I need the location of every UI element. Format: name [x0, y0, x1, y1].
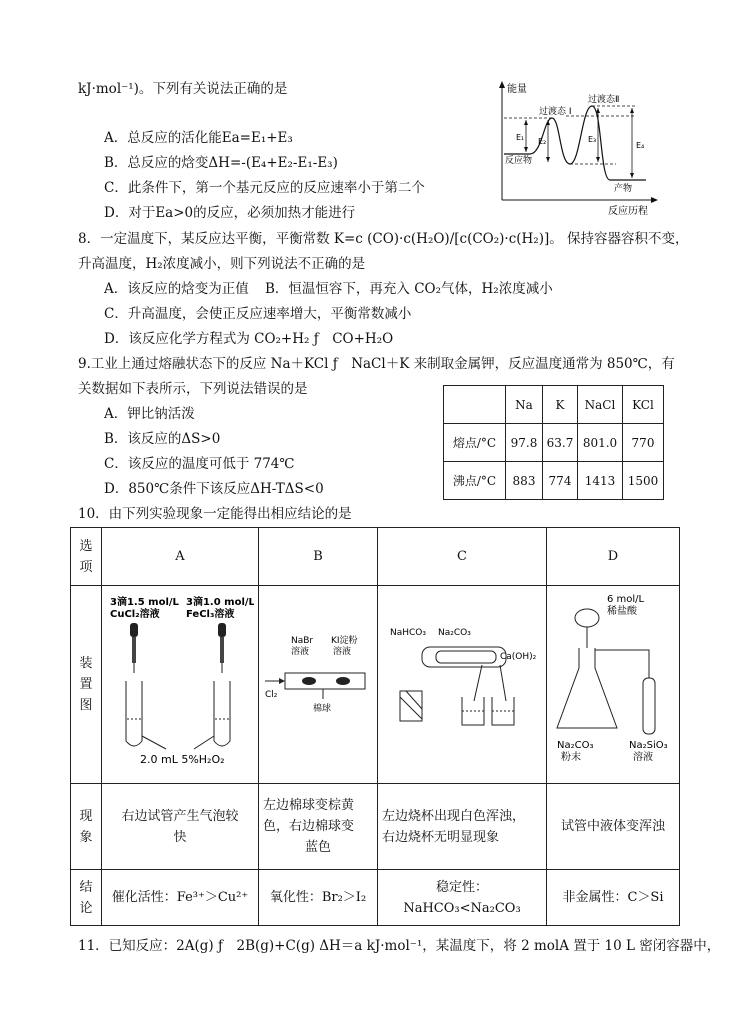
- q8-stem-line1: 8．一定温度下，某反应达平衡，平衡常数 K=c (CO)·c(H₂O)/[c(CO₂)·c(H₂)]。 保持容器容积不变，: [78, 231, 689, 247]
- q9-stem-line2: 关数据如下表所示，下列说法错误的是: [78, 381, 308, 397]
- table-cell: NaCl: [578, 386, 623, 424]
- table-cell: 沸点/°C: [444, 462, 506, 500]
- apparatus-d: [547, 586, 680, 784]
- phenomenon-b: 左边棉球变棕黄 色，右边棉球变 蓝色: [259, 784, 378, 870]
- svg-text:KI淀粉: KI淀粉: [331, 636, 358, 646]
- table-cell: KCl: [623, 386, 664, 424]
- q10-stem: 10．由下列实验现象一定能得出相应结论的是: [78, 506, 352, 522]
- q8-stem-line2: 升高温度，H₂浓度减小，则下列说法不正确的是: [78, 256, 366, 272]
- col-d-header: D: [547, 528, 680, 586]
- table-row: [71, 784, 680, 870]
- conclusion-a: 催化活性：Fe³⁺＞Cu²⁺: [102, 870, 259, 926]
- svg-text:Ca(OH)₂: Ca(OH)₂: [500, 652, 537, 662]
- q10-experiment-table: [70, 527, 680, 926]
- table-cell: 熔点/°C: [444, 424, 506, 462]
- q7-option-a: A．总反应的活化能Ea=E₁+E₃: [104, 130, 293, 146]
- table-row: [444, 462, 664, 500]
- col-a-header: A: [102, 528, 259, 586]
- x-axis-label: 反应历程: [608, 206, 648, 217]
- apparatus-b: [259, 586, 378, 784]
- svg-text:FeCl₃溶液: FeCl₃溶液: [186, 609, 235, 620]
- svg-text:溶液: 溶液: [333, 647, 352, 657]
- svg-text:CuCl₂溶液: CuCl₂溶液: [110, 609, 160, 620]
- table-cell: [444, 386, 506, 424]
- apparatus-d-figure: [551, 588, 675, 774]
- q9-stem-line1: 9.工业上通过熔融状态下的反应 Na＋KCl ƒ NaCl＋K 来制取金属钾，反应温度通常为 850℃，有: [78, 356, 675, 372]
- table-cell: 883: [506, 462, 543, 500]
- q9-option-c: C．该反应的温度可低于 774℃: [104, 456, 295, 472]
- label-apparatus: 装置图: [71, 586, 102, 784]
- table-cell: 1500: [623, 462, 664, 500]
- label-option: 选项: [71, 528, 102, 586]
- ts2-label: 过渡态Ⅱ: [588, 95, 620, 105]
- q7-option-c: C．此条件下，第一个基元反应的反应速率小于第二个: [104, 180, 425, 196]
- conclusion-d: 非金属性：C＞Si: [547, 870, 680, 926]
- q8-option-a: A．该反应的焓变为正值: [104, 281, 249, 297]
- svg-text:NaHCO₃: NaHCO₃: [390, 628, 426, 638]
- label-phenomenon: 现象: [71, 784, 102, 870]
- svg-text:NaBr: NaBr: [291, 636, 314, 646]
- svg-text:3滴1.0 mol/L: 3滴1.0 mol/L: [186, 597, 254, 608]
- apparatus-c: [378, 586, 547, 784]
- label-conclusion: 结论: [71, 870, 102, 926]
- table-cell: Na: [506, 386, 543, 424]
- svg-text:稀盐酸: 稀盐酸: [607, 606, 637, 617]
- svg-text:6 mol/L: 6 mol/L: [607, 594, 645, 605]
- table-row: [444, 386, 664, 424]
- apparatus-a: [102, 586, 259, 784]
- phenomenon-c: 左边烧杯出现白色浑浊， 右边烧杯无明显现象: [378, 784, 547, 870]
- table-cell: 63.7: [543, 424, 578, 462]
- table-row: [71, 528, 680, 586]
- e3-label: E₃: [588, 135, 597, 144]
- q11-stem: 11．已知反应：2A(g) ƒ 2B(g)+C(g) ΔH＝a kJ·mol⁻¹，某温度下，将 2 molA 置于 10 L 密闭容器中，: [78, 938, 721, 954]
- svg-text:2.0 mL 5%H₂O₂: 2.0 mL 5%H₂O₂: [140, 753, 225, 766]
- svg-text:Na₂CO₃: Na₂CO₃: [438, 628, 471, 638]
- e2-label: E₂: [538, 137, 547, 146]
- reactant-label: 反应物: [505, 156, 533, 166]
- energy-diagram: [486, 78, 666, 223]
- svg-text:溶液: 溶液: [291, 647, 310, 657]
- svg-text:Na₂SiO₃: Na₂SiO₃: [629, 740, 668, 751]
- q7-option-b: B．总反应的焓变ΔH=-(E₄+E₂-E₁-E₃): [104, 155, 338, 171]
- phenomenon-a: 右边试管产生气泡较 快: [102, 784, 259, 870]
- q7-intro: kJ·mol⁻¹)。下列有关说法正确的是: [78, 81, 288, 97]
- q9-option-b: B．该反应的ΔS>0: [104, 431, 221, 447]
- table-row: [71, 586, 680, 784]
- conclusion-b: 氧化性：Br₂＞I₂: [259, 870, 378, 926]
- phenomenon-d: 试管中液体变浑浊: [547, 784, 680, 870]
- col-c-header: C: [378, 528, 547, 586]
- svg-text:溶液: 溶液: [633, 752, 653, 763]
- table-cell: 1413: [578, 462, 623, 500]
- svg-text:3滴1.5 mol/L: 3滴1.5 mol/L: [110, 597, 179, 608]
- q8-option-c: C．升高温度，会使正反应速率增大，平衡常数减小: [104, 306, 412, 322]
- table-cell: 97.8: [506, 424, 543, 462]
- e4-label: E₄: [636, 141, 645, 150]
- table-row: [444, 424, 664, 462]
- table-cell: 801.0: [578, 424, 623, 462]
- e1-label: E₁: [516, 133, 525, 142]
- table-cell: K: [543, 386, 578, 424]
- product-label: 产物: [614, 184, 633, 194]
- q8-option-b: B．恒温恒容下，再充入 CO₂气体，H₂浓度减小: [265, 281, 553, 297]
- apparatus-b-figure: [263, 621, 373, 741]
- q7-option-d: D．对于Ea>0的反应，必须加热才能进行: [104, 205, 356, 221]
- conclusion-c: 稳定性：NaHCO₃<Na₂CO₃: [378, 870, 547, 926]
- svg-text:棉球: 棉球: [313, 704, 332, 714]
- q8-option-d: D．该反应化学方程式为 CO₂+H₂ ƒ CO+H₂O: [104, 331, 394, 347]
- q9-data-table: [443, 385, 664, 500]
- table-cell: 770: [623, 424, 664, 462]
- y-axis-label: 能量: [507, 84, 527, 95]
- table-row: [71, 870, 680, 926]
- ts1-label: 过渡态 I: [539, 107, 572, 117]
- table-cell: 774: [543, 462, 578, 500]
- apparatus-a-figure: [106, 591, 254, 771]
- svg-text:Na₂CO₃: Na₂CO₃: [557, 740, 594, 751]
- apparatus-c-figure: [382, 621, 542, 741]
- q9-option-a: A．钾比钠活泼: [104, 406, 195, 422]
- col-b-header: B: [259, 528, 378, 586]
- q9-option-d: D．850℃条件下该反应ΔH-TΔS<0: [104, 481, 324, 497]
- svg-text:粉末: 粉末: [561, 752, 581, 763]
- svg-text:Cl₂: Cl₂: [265, 690, 278, 700]
